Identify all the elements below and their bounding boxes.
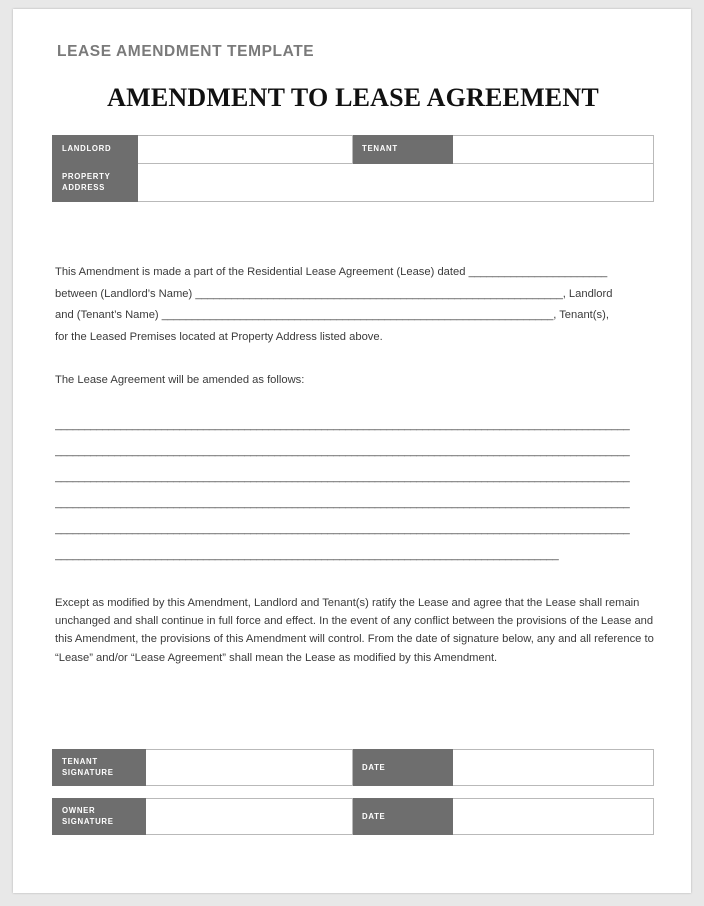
intro-line-2-blank[interactable]: _____________________________________________________________ [195,287,563,300]
intro-line-3 [55,305,655,327]
blank-line[interactable]: _____________________________________________________________________________________ [55,548,559,561]
blank-line[interactable]: _________________________________________________________________________________________________ [55,418,630,431]
amendment-blank-lines [55,412,663,568]
closing-paragraph: Except as modified by this Amendment, Landlord and Tenant(s) ratify the Lease and agree that the Lease shall remain unchanged and shall continue in full force and effect. In the event of any conflict between the provisions of the Lease and this Amendment, the provisions of this Amendment will control. From the date of signature below, any and all reference to “Lease” and/or “Lease Agreement” shall mean the Lease as modified by this Amendment. [55,596,654,664]
spacer-cell [53,786,654,799]
blank-line[interactable]: _________________________________________________________________________________________________ [55,522,630,535]
tenant-label: TENANT [353,136,453,164]
signature-table [52,749,654,835]
tenant-date-field[interactable] [453,750,654,786]
intro-line-3-blank[interactable]: _________________________________________________________________ [161,309,554,321]
intro-line-2-suffix: , Landlord [562,287,613,300]
owner-signature-field[interactable] [146,799,353,835]
blank-line[interactable]: _________________________________________________________________________________________________ [55,470,630,483]
tenant-signature-label: TENANT SIGNATURE [53,750,146,786]
owner-signature-label: OWNER SIGNATURE [53,799,146,835]
blank-line[interactable]: _________________________________________________________________________________________________ [55,496,630,509]
intro-line-1 [55,262,655,284]
intro-line-2-text: between (Landlord’s Name) [55,287,196,300]
intro-line-3-text: and (Tenant’s Name) [55,309,162,321]
template-title: LEASE AMENDMENT TEMPLATE [57,43,315,60]
table-spacer-row [53,786,654,799]
party-info-table [52,135,654,202]
tenant-field[interactable] [453,136,654,164]
tenant-signature-field[interactable] [146,750,353,786]
owner-date-label: DATE [353,799,453,835]
property-address-label: PROPERTY ADDRESS [53,164,138,202]
document-page [13,9,691,893]
intro-line-4: for the Leased Premises located at Property Address listed above. [55,330,383,343]
landlord-field[interactable] [138,136,353,164]
property-address-field[interactable] [138,164,654,202]
intro-line-1-text: This Amendment is made a part of the Residential Lease Agreement (Lease) dated [55,266,469,278]
intro-line-2 [55,284,655,306]
intro-line-1-blank[interactable]: _______________________ [468,266,608,278]
landlord-label: LANDLORD [53,136,138,164]
table-row [53,750,654,786]
document-heading: AMENDMENT TO LEASE AGREEMENT [107,83,599,112]
owner-date-field[interactable] [453,799,654,835]
tenant-date-label: DATE [353,750,453,786]
table-row [53,799,654,835]
document-content [43,31,663,835]
table-row [53,164,654,202]
intro-line-3-suffix: , Tenant(s), [553,309,609,321]
intro-paragraph [55,262,655,392]
amendment-heading: The Lease Agreement will be amended as follows: [55,374,305,386]
table-row [53,136,654,164]
blank-line[interactable]: _________________________________________________________________________________________________ [55,444,630,457]
